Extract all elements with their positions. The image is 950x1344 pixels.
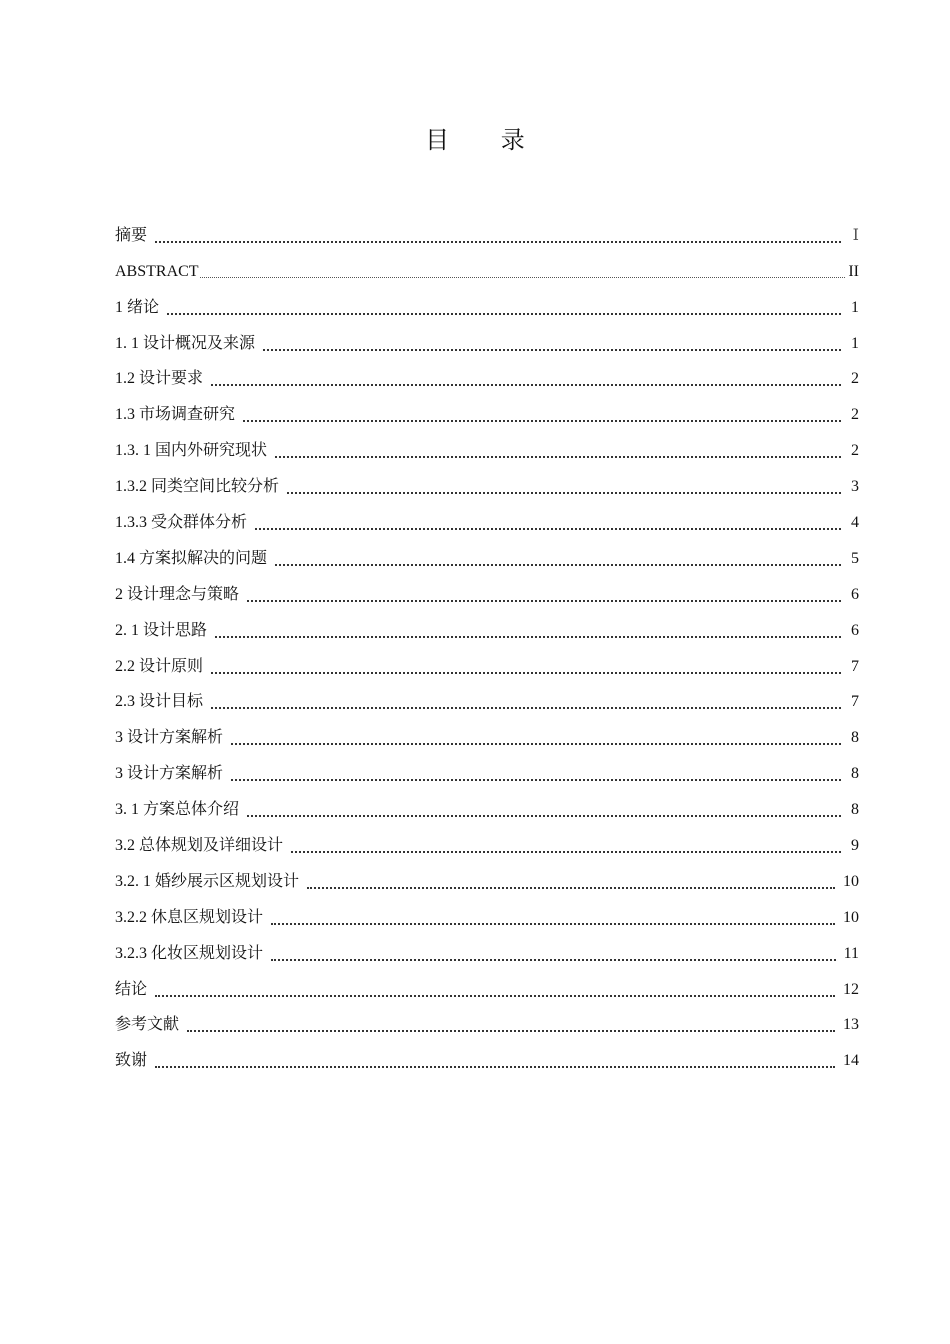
toc-entry-title: 参考文献 [115, 1016, 180, 1034]
toc-dot-leader [231, 728, 841, 748]
toc-entry-title: 3 设计方案解析 [115, 729, 224, 747]
toc-dot-leader [275, 549, 841, 569]
toc-entry-title: 1.2 设计要求 [115, 370, 204, 388]
toc-entry-page: 8 [851, 729, 859, 747]
toc-entry-title: 3.2 总体规划及详细设计 [115, 837, 284, 855]
toc-entry-title: 1 绪论 [115, 298, 160, 316]
toc-entry[interactable] [115, 605, 859, 641]
toc-entry-page: 2 [851, 370, 859, 388]
toc-entry-title: 3.2. 1 婚纱展示区规划设计 [115, 872, 300, 890]
toc-entry[interactable] [115, 533, 859, 569]
toc-entry-page: 14 [843, 1052, 859, 1070]
toc-dot-leader [211, 369, 841, 389]
toc-dot-leader [263, 334, 841, 354]
toc-entry[interactable] [115, 712, 859, 748]
toc-entry[interactable] [115, 389, 859, 425]
toc-entry[interactable] [115, 820, 859, 856]
toc-entry[interactable] [115, 748, 859, 784]
toc-entry-title: 3. 1 方案总体介绍 [115, 801, 240, 819]
toc-entry[interactable] [115, 1035, 859, 1071]
toc-entry-page: 2 [851, 406, 859, 424]
toc-entry[interactable] [115, 497, 859, 533]
toc-entry-title: 3.2.2 休息区规划设计 [115, 908, 264, 926]
toc-entry-page: 12 [843, 980, 859, 998]
toc-entry-page: 9 [851, 837, 859, 855]
toc-entry-page: 8 [851, 801, 859, 819]
toc-entry[interactable] [115, 354, 859, 390]
toc-dot-leader [291, 836, 841, 856]
table-of-contents [115, 210, 859, 1071]
toc-entry-title: 1.3.2 同类空间比较分析 [115, 478, 280, 496]
toc-dot-leader [247, 585, 841, 605]
toc-entry[interactable] [115, 282, 859, 318]
toc-entry-title: 3 设计方案解析 [115, 765, 224, 783]
toc-dot-leader [215, 621, 841, 641]
toc-entry-page: 7 [851, 657, 859, 675]
toc-entry-page: Ⅰ [852, 226, 859, 244]
toc-entry-page: 6 [851, 621, 859, 639]
toc-entry-title: 结论 [115, 980, 148, 998]
toc-entry-title: 2. 1 设计思路 [115, 621, 208, 639]
toc-entry[interactable] [115, 210, 859, 246]
toc-entry[interactable] [115, 856, 859, 892]
toc-dot-leader [307, 872, 835, 892]
toc-dot-leader [255, 513, 841, 533]
toc-dot-leader [187, 1015, 835, 1035]
toc-entry[interactable] [115, 928, 859, 964]
toc-entry[interactable] [115, 1000, 859, 1036]
toc-dot-leader [271, 944, 836, 964]
toc-entry-title: 1.4 方案拟解决的问题 [115, 549, 268, 567]
toc-entry-title: 2.2 设计原则 [115, 657, 204, 675]
toc-entry-page: II [848, 262, 859, 280]
toc-entry-page: 11 [843, 944, 859, 962]
toc-dot-leader [155, 980, 835, 1000]
toc-entry-page: 1 [851, 334, 859, 352]
toc-entry[interactable] [115, 569, 859, 605]
toc-dot-leader [247, 800, 841, 820]
toc-entry-title: 致谢 [115, 1052, 148, 1070]
toc-entry[interactable] [115, 677, 859, 713]
toc-entry-page: 5 [851, 549, 859, 567]
toc-entry-page: 1 [851, 298, 859, 316]
toc-entry-title: 1. 1 设计概况及来源 [115, 334, 256, 352]
toc-entry-page: 2 [851, 442, 859, 460]
toc-entry-page: 3 [851, 478, 859, 496]
toc-dot-leader [155, 226, 841, 246]
toc-dot-leader [243, 405, 841, 425]
toc-entry-page: 8 [851, 765, 859, 783]
toc-entry-page: 10 [843, 872, 859, 890]
toc-entry-page: 7 [851, 693, 859, 711]
toc-dot-leader [155, 1051, 835, 1071]
toc-entry[interactable] [115, 246, 859, 282]
toc-dot-leader [200, 262, 846, 282]
toc-dot-leader [271, 908, 835, 928]
toc-entry[interactable] [115, 318, 859, 354]
toc-entry-title: ABSTRACT [115, 262, 199, 280]
toc-entry[interactable] [115, 425, 859, 461]
toc-entry[interactable] [115, 784, 859, 820]
toc-dot-leader [211, 692, 841, 712]
toc-dot-leader [211, 657, 841, 677]
toc-entry[interactable] [115, 964, 859, 1000]
toc-entry-page: 10 [843, 908, 859, 926]
toc-entry-title: 摘要 [115, 226, 148, 244]
page-title: 目 录 [425, 126, 547, 154]
toc-entry-title: 1.3 市场调查研究 [115, 406, 236, 424]
toc-entry-title: 1.3. 1 国内外研究现状 [115, 442, 268, 460]
toc-entry[interactable] [115, 641, 859, 677]
toc-entry[interactable] [115, 892, 859, 928]
toc-entry-title: 1.3.3 受众群体分析 [115, 514, 248, 532]
toc-dot-leader [231, 764, 841, 784]
toc-dot-leader [287, 477, 841, 497]
toc-entry-page: 13 [843, 1016, 859, 1034]
toc-dot-leader [167, 298, 841, 318]
toc-entry-title: 2 设计理念与策略 [115, 585, 240, 603]
toc-entry-page: 4 [851, 514, 859, 532]
toc-entry[interactable] [115, 461, 859, 497]
toc-entry-title: 3.2.3 化妆区规划设计 [115, 944, 264, 962]
toc-dot-leader [275, 441, 841, 461]
toc-entry-page: 6 [851, 585, 859, 603]
toc-entry-title: 2.3 设计目标 [115, 693, 204, 711]
